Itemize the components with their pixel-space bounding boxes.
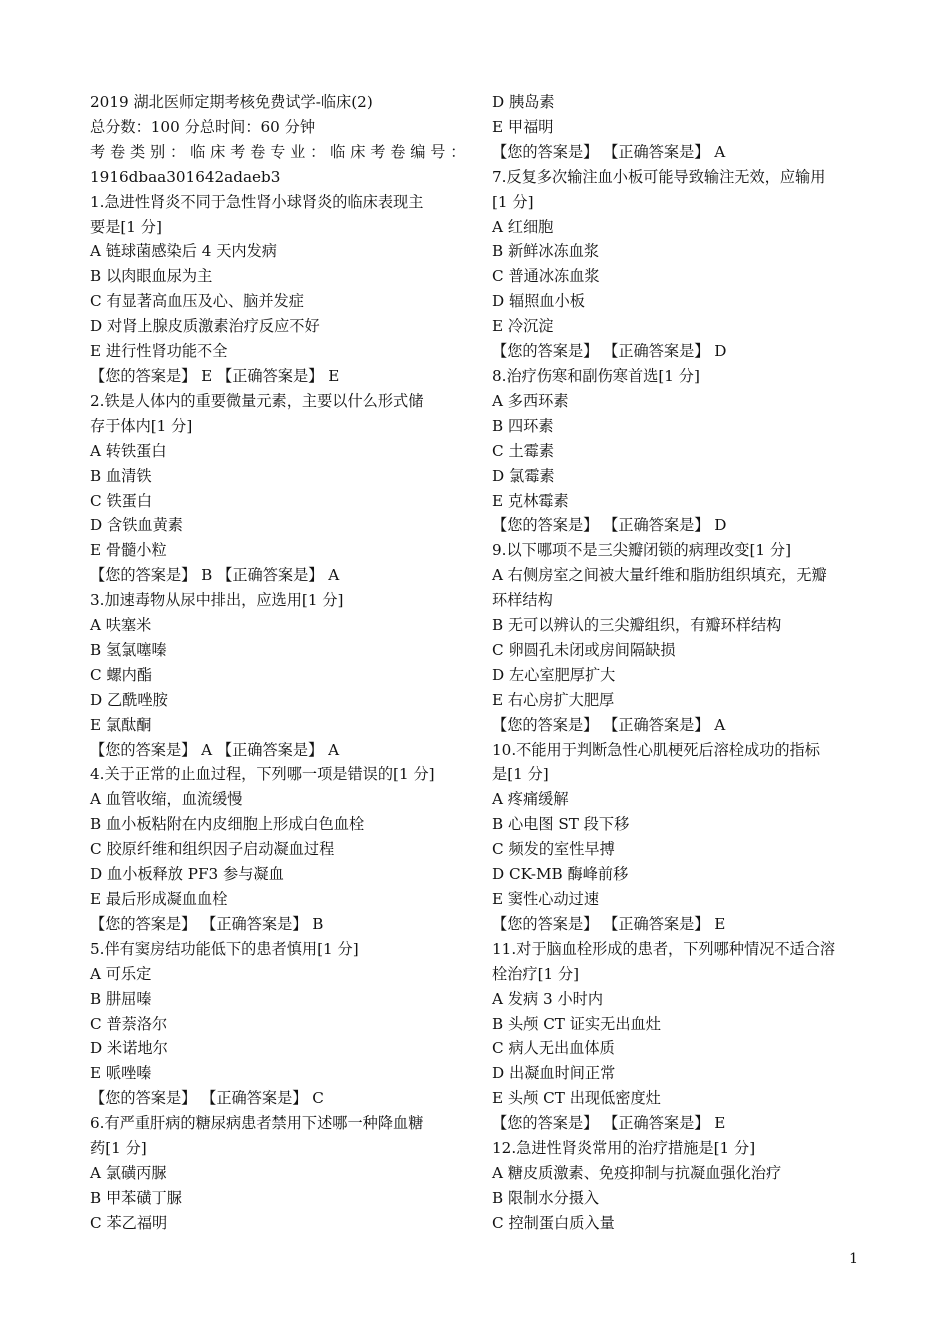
text-line: B 血清铁 [90, 466, 152, 485]
text-line: A 右侧房室之间被大量纤维和脂肪组织填充，无瓣 [492, 566, 827, 585]
text-line: A 氯磺丙脲 [90, 1163, 167, 1182]
text-line: B 以肉眼血尿为主 [90, 267, 213, 286]
text-line: D 出凝血时间正常 [492, 1064, 616, 1083]
text-line: A 发病 3 小时内 [492, 989, 604, 1008]
text-line: C 普萘洛尔 [90, 1014, 168, 1033]
text-line: 2.铁是人体内的重要微量元素，主要以什么形式储 [90, 391, 424, 410]
text-line: E 克林霉素 [492, 491, 569, 510]
text-line: 8.治疗伤寒和副伤寒首选[1 分] [492, 366, 700, 385]
text-line: D 含铁血黄素 [90, 516, 183, 535]
text-line: 【您的答案是】 【正确答案是】 E [492, 914, 726, 933]
text-line: B 肼屈嗪 [90, 989, 152, 1008]
text-line: 12.急进性肾炎常用的治疗措施是[1 分] [492, 1139, 756, 1158]
text-line: 【您的答案是】 B 【正确答案是】 A [90, 566, 340, 585]
text-line: 要是[1 分] [90, 217, 162, 236]
text-line: C 卵圆孔未闭或房间隔缺损 [492, 640, 676, 659]
text-line: E 头颅 CT 出现低密度灶 [492, 1089, 661, 1108]
text-line: C 螺内酯 [90, 665, 153, 684]
text-line: A 血管收缩，血流缓慢 [90, 790, 243, 809]
text-line: 【您的答案是】 【正确答案是】 A [492, 715, 726, 734]
text-line: E 甲福明 [492, 117, 554, 136]
text-line: E 最后形成凝血血栓 [90, 890, 228, 908]
text-line: E 冷沉淀 [492, 317, 554, 336]
text-line: E 窦性心动过速 [492, 890, 600, 908]
text-line: D 米诺地尔 [90, 1039, 168, 1058]
text-line: 【您的答案是】 【正确答案是】 E [492, 1114, 726, 1133]
text-line: 【您的答案是】 【正确答案是】 D [492, 342, 727, 361]
text-line: D 血小板释放 PF3 参与凝血 [90, 865, 284, 884]
text-line: 10.不能用于判断急性心肌梗死后溶栓成功的指标 [492, 740, 820, 759]
text-line: 环样结构 [492, 591, 553, 610]
right-column [492, 90, 864, 1236]
text-line: A 疼痛缓解 [492, 790, 569, 809]
text-line: C 铁蛋白 [90, 491, 153, 510]
text-line: D 氯霉素 [492, 466, 555, 485]
text-line: 【您的答案是】 【正确答案是】 C [90, 1089, 324, 1108]
text-line: D 左心室肥厚扩大 [492, 665, 616, 684]
text-line: C 病人无出血体质 [492, 1039, 615, 1058]
text-line: C 有显著高血压及心、脑并发症 [90, 292, 304, 311]
text-line: C 土霉素 [492, 441, 555, 460]
text-line: A 多西环素 [492, 391, 569, 410]
page-number: 1 [849, 1251, 858, 1267]
left-column [90, 90, 466, 1236]
text-line: D 辐照血小板 [492, 292, 585, 311]
text-line: C 胶原纤维和组织因子启动凝血过程 [90, 840, 335, 859]
text-line: 1.急进性肾炎不同于急性肾小球肾炎的临床表现主 [90, 192, 424, 211]
text-line: 6.有严重肝病的糖尿病患者禁用下述哪一种降血糖 [90, 1114, 424, 1133]
text-line: D 乙酰唑胺 [90, 690, 168, 709]
text-line: E 右心房扩大肥厚 [492, 690, 615, 709]
text-line: 考 卷 类 别 ： 临 床 考 卷 专 业 ： 临 床 考 卷 编 号 ： [90, 142, 466, 161]
text-line: 3.加速毒物从尿中排出，应选用[1 分] [90, 591, 344, 610]
text-line: D 胰岛素 [492, 93, 555, 111]
text-line: B 甲苯磺丁脲 [90, 1188, 182, 1207]
text-line: 栓治疗[1 分] [492, 964, 580, 983]
text-line: E 哌唑嗪 [90, 1064, 152, 1083]
text-line: B 四环素 [492, 416, 554, 435]
text-line: E 进行性肾功能不全 [90, 342, 228, 361]
text-line: C 控制蛋白质入量 [492, 1213, 615, 1232]
text-line: B 氢氯噻嗪 [90, 640, 167, 659]
text-line: B 头颅 CT 证实无出血灶 [492, 1014, 661, 1033]
text-line: C 苯乙福明 [90, 1213, 168, 1232]
text-line: A 可乐定 [90, 964, 152, 983]
text-line: C 频发的室性早搏 [492, 840, 615, 859]
text-line: 总分数：100 分总时间：60 分钟 [90, 117, 316, 136]
text-line: [1 分] [492, 192, 534, 211]
text-line: B 限制水分摄入 [492, 1188, 600, 1207]
text-line: 药[1 分] [90, 1139, 147, 1158]
text-line: 1916dbaa301642adaeb3 [90, 167, 281, 186]
text-line: B 心电图 ST 段下移 [492, 815, 630, 834]
text-line: 7.反复多次输注血小板可能导致输注无效，应输用 [492, 167, 826, 186]
text-line: 【您的答案是】 A 【正确答案是】 A [90, 740, 340, 759]
text-line: D 对肾上腺皮质激素治疗反应不好 [90, 317, 320, 336]
text-line: A 呋塞米 [90, 616, 152, 635]
text-line: D CK-MB 酶峰前移 [492, 865, 629, 884]
text-line: C 普通冰冻血浆 [492, 267, 600, 286]
text-line: B 无可以辨认的三尖瓣组织，有瓣环样结构 [492, 616, 782, 635]
text-line: B 新鲜冰冻血浆 [492, 242, 600, 261]
text-line: B 血小板粘附在内皮细胞上形成白色血栓 [90, 815, 365, 834]
text-line: A 糖皮质激素、免疫抑制与抗凝血强化治疗 [492, 1163, 782, 1182]
text-line: 5.伴有窦房结功能低下的患者慎用[1 分] [90, 939, 359, 958]
text-line: 是[1 分] [492, 765, 549, 784]
text-line: 【您的答案是】 E 【正确答案是】 E [90, 366, 340, 385]
text-line: E 氯酞酮 [90, 715, 152, 734]
text-line: 4.关于正常的止血过程，下列哪一项是错误的[1 分] [90, 765, 435, 784]
text-line: 【您的答案是】 【正确答案是】 D [492, 516, 727, 535]
text-line: 11.对于脑血栓形成的患者，下列哪种情况不适合溶 [492, 939, 836, 958]
text-line: 9.以下哪项不是三尖瓣闭锁的病理改变[1 分] [492, 541, 792, 560]
text-line: E 骨髓小粒 [90, 541, 167, 560]
text-line: A 链球菌感染后 4 天内发病 [90, 242, 277, 261]
text-line: 【您的答案是】 【正确答案是】 A [492, 142, 726, 161]
text-line: 2019 湖北医师定期考核免费试学-临床(2) [90, 93, 373, 111]
text-line: 存于体内[1 分] [90, 416, 193, 435]
text-line: A 转铁蛋白 [90, 441, 167, 460]
text-line: A 红细胞 [492, 217, 554, 236]
text-line: 【您的答案是】 【正确答案是】 B [90, 914, 324, 933]
